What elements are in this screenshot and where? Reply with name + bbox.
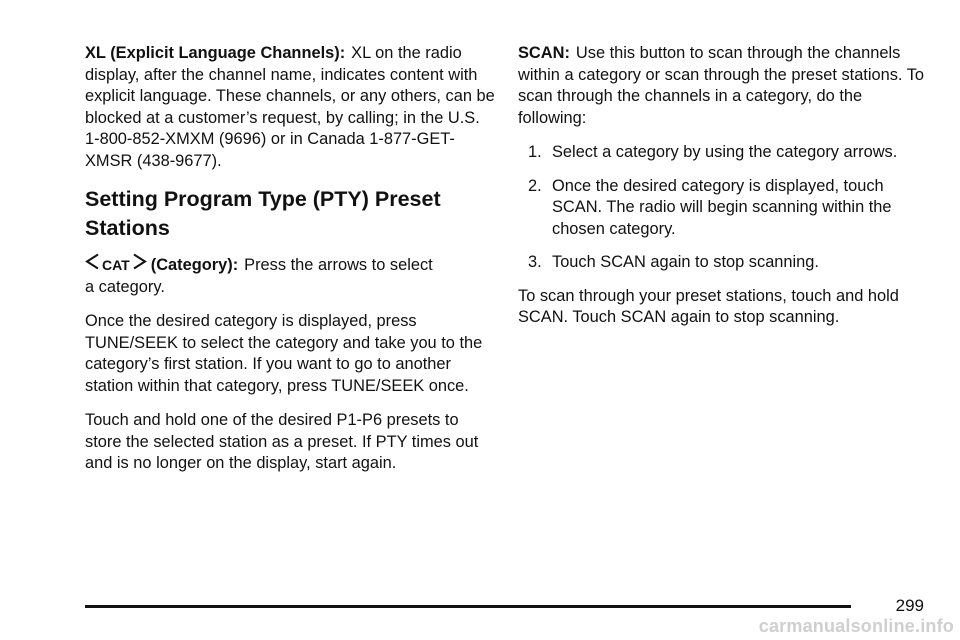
list-item — [528, 142, 930, 164]
xl-paragraph — [85, 43, 497, 172]
category-label: CAT — [102, 257, 130, 273]
watermark: carmanualsonline.info — [758, 616, 954, 636]
step-text: Select a category by using the category arrows. — [552, 143, 898, 161]
scan-body: Use this button to scan through the channels within a category or scan through the preset stations. To scan through the channels in a category, do the following: — [518, 44, 925, 127]
category-body: Press the arrows to select — [244, 256, 433, 274]
category-line — [85, 253, 497, 277]
xl-heading: XL (Explicit Language Channels): — [85, 44, 346, 62]
scan-heading: SCAN: — [518, 44, 570, 62]
step-number: 1. — [528, 143, 542, 161]
left-column — [85, 43, 497, 488]
xl-body: XL on the radio display, after the channel name, indicates content with explicit language. These channels, or any others, can be blocked at a customer’s request, by calling; in the U.S. 1-800-852-XMXM (9696) or in Canada 1-877-GET-XMSR (438-9677). — [85, 44, 495, 170]
category-body-cont: a category. — [85, 277, 165, 296]
step-number: 2. — [528, 176, 542, 195]
step-text: Once the desired category is displayed, touch SCAN. The radio will begin scanning within the chosen category. — [552, 176, 892, 238]
chevron-left-icon — [85, 253, 100, 270]
step-text: Touch SCAN again to stop scanning. — [552, 253, 819, 271]
footer-rule — [85, 605, 851, 608]
preset-scan-paragraph: To scan through your preset stations, touch and hold SCAN. Touch SCAN again to stop scanning. — [518, 286, 899, 326]
category-heading: (Category): — [150, 256, 239, 274]
chevron-right-icon — [132, 253, 147, 270]
step-number: 3. — [528, 253, 542, 271]
scan-steps-list — [518, 142, 930, 274]
once-paragraph: Once the desired category is displayed, press TUNE/SEEK to select the category and take you to the category’s first station. If you want to go to another station within that category, press TUNE/SEEK once. — [85, 312, 483, 395]
list-item — [528, 176, 930, 241]
scan-paragraph — [518, 43, 930, 129]
section-title: Setting Program Type (PTY) Preset Stations — [85, 187, 441, 240]
list-item — [528, 252, 930, 274]
category-paragraph — [85, 253, 497, 298]
touch-paragraph: Touch and hold one of the desired P1-P6 presets to store the selected station as a preset. If PTY times out and is no longer on the display, start again. — [85, 411, 479, 472]
page-number: 299 — [895, 596, 924, 615]
right-column — [518, 43, 930, 342]
